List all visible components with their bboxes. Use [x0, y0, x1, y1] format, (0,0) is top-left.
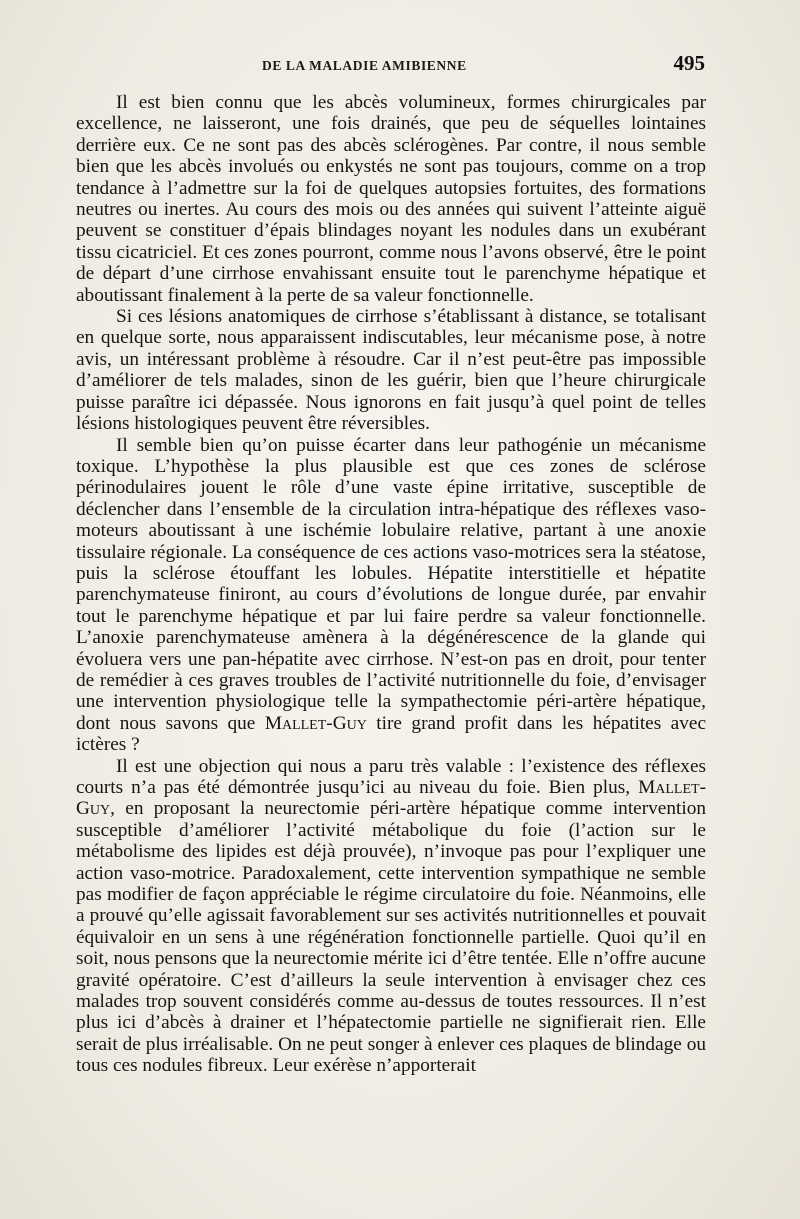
paragraph-3-part-2: tire grand profit dans les hépatites avec ictères ? — [76, 712, 706, 756]
page-number: 495 — [673, 51, 705, 75]
paragraph-1: Il est bien connu que les abcès volumineux, formes chirurgicales par excellence, ne laisseront, une fois drainés, que peu de séquelles lointaines derrière eux. Ce ne sont pas des abcès sclérogènes. Par contre, il nous semble bien que les abcès involués ou enkystés ne sont pas toujours, comme on a trop tendance à l’admettre sur la foi de quelques autopsies fortuites, des formations neutres ou inertes. Au cours des mois ou des années qui suivent l’atteinte aiguë peuvent se constituer d’épais blindages noyant les nodules dans un exubérant tissu cicatriciel. Et ces zones pourront, comme nous l’avons observé, être le point de départ d’une cirrhose envahissant ensuite tout le parenchyme hépatique et aboutissant finalement à la perte de sa valeur fonctionnelle. — [76, 92, 706, 306]
paragraph-3-part-1: Il semble bien qu’on puisse écarter dans leur pathogénie un mécanisme toxique. L’hypothèse la plus plausible est que ces zones de sclérose périnodulaires jouent le rôle d’une vaste épine irritative, susceptible de déclencher dans l’ensemble de la circulation intra-hépatique des réflexes vaso-moteurs aboutissant à une ischémie lobulaire relative, partant à une anoxie tissulaire régionale. La conséquence de ces actions vaso-motrices sera la stéatose, puis la sclérose étouffant les lobules. Hépatite interstitielle et hépatite parenchymateuse finiront, au cours d’évolutions de longue durée, par envahir tout le parenchyme hépatique et par lui faire perdre sa valeur fonctionnelle. L’anoxie parenchymateuse amènera à la dégénérescence de la glande qui évoluera vers une pan-hépatite avec cirrhose. N’est-on pas en droit, pour tenter de remédier à ces graves troubles de l’activité nutritionnelle du foie, d’envisager une intervention physiologique telle la sympathectomie péri-artère hépatique, dont nous savons que — [76, 434, 706, 734]
paragraph-4-part-1: Il est une objection qui nous a paru très valable : l’existence des réflexes courts n’a pas été démontrée jusqu’ici au niveau du foie. Bien plus, — [76, 755, 706, 798]
paragraph-4-part-2: , en proposant la neurectomie péri-artère hépatique comme intervention susceptible d’améliorer l’activité métabolique du foie (l’action sur le métabolisme des lipides est déjà prouvée), n’invoque pas pour l’expliquer une action vaso-motrice. Paradoxalement, cette intervention sympathique ne semble pas modifier de façon appréciable le régime circulatoire du foie. Néanmoins, elle a prouvé qu’elle agissait favorablement sur ses activités nutritionnelles et pouvait équivaloir en un sens à une régénération fonctionnelle partielle. Quoi qu’il en soit, nous pensons que la neurectomie mérite ici d’être tentée. Elle n’offre aucune gravité opératoire. C’est d’ailleurs la seule intervention à envisager chez ces malades trop souvent considérés comme au-dessus de toutes ressources. Il n’est plus ici d’abcès à drainer et l’hépatectomie partielle ne signifierait rien. Elle serait de plus irréalisable. On ne peut songer à enlever ces plaques de blindage ou tous ces nodules fibreux. Leur exérèse n’apporterait — [76, 798, 706, 1077]
body-text — [76, 92, 706, 1077]
author-citation: Mallet-Guy — [264, 712, 367, 734]
running-title: DE LA MALADIE AMIBIENNE — [262, 58, 467, 73]
author-citation: Mallet-Guy — [76, 777, 706, 820]
paragraph-2: Si ces lésions anatomiques de cirrhose s’établissant à distance, se totalisant en quelque sorte, nous apparaissent indiscutables, leur mécanisme pose, à notre avis, un intéressant problème à résoudre. Car il n’est peut-être pas impossible d’améliorer de tels malades, sinon de les guérir, bien que l’heure chirurgicale puisse paraître ici dépassée. Nous ignorons en fait jusqu’à quel point de telles lésions histologiques peuvent être réversibles. — [76, 306, 706, 435]
paragraph-3 — [76, 435, 706, 756]
paragraph-4 — [76, 756, 706, 1077]
